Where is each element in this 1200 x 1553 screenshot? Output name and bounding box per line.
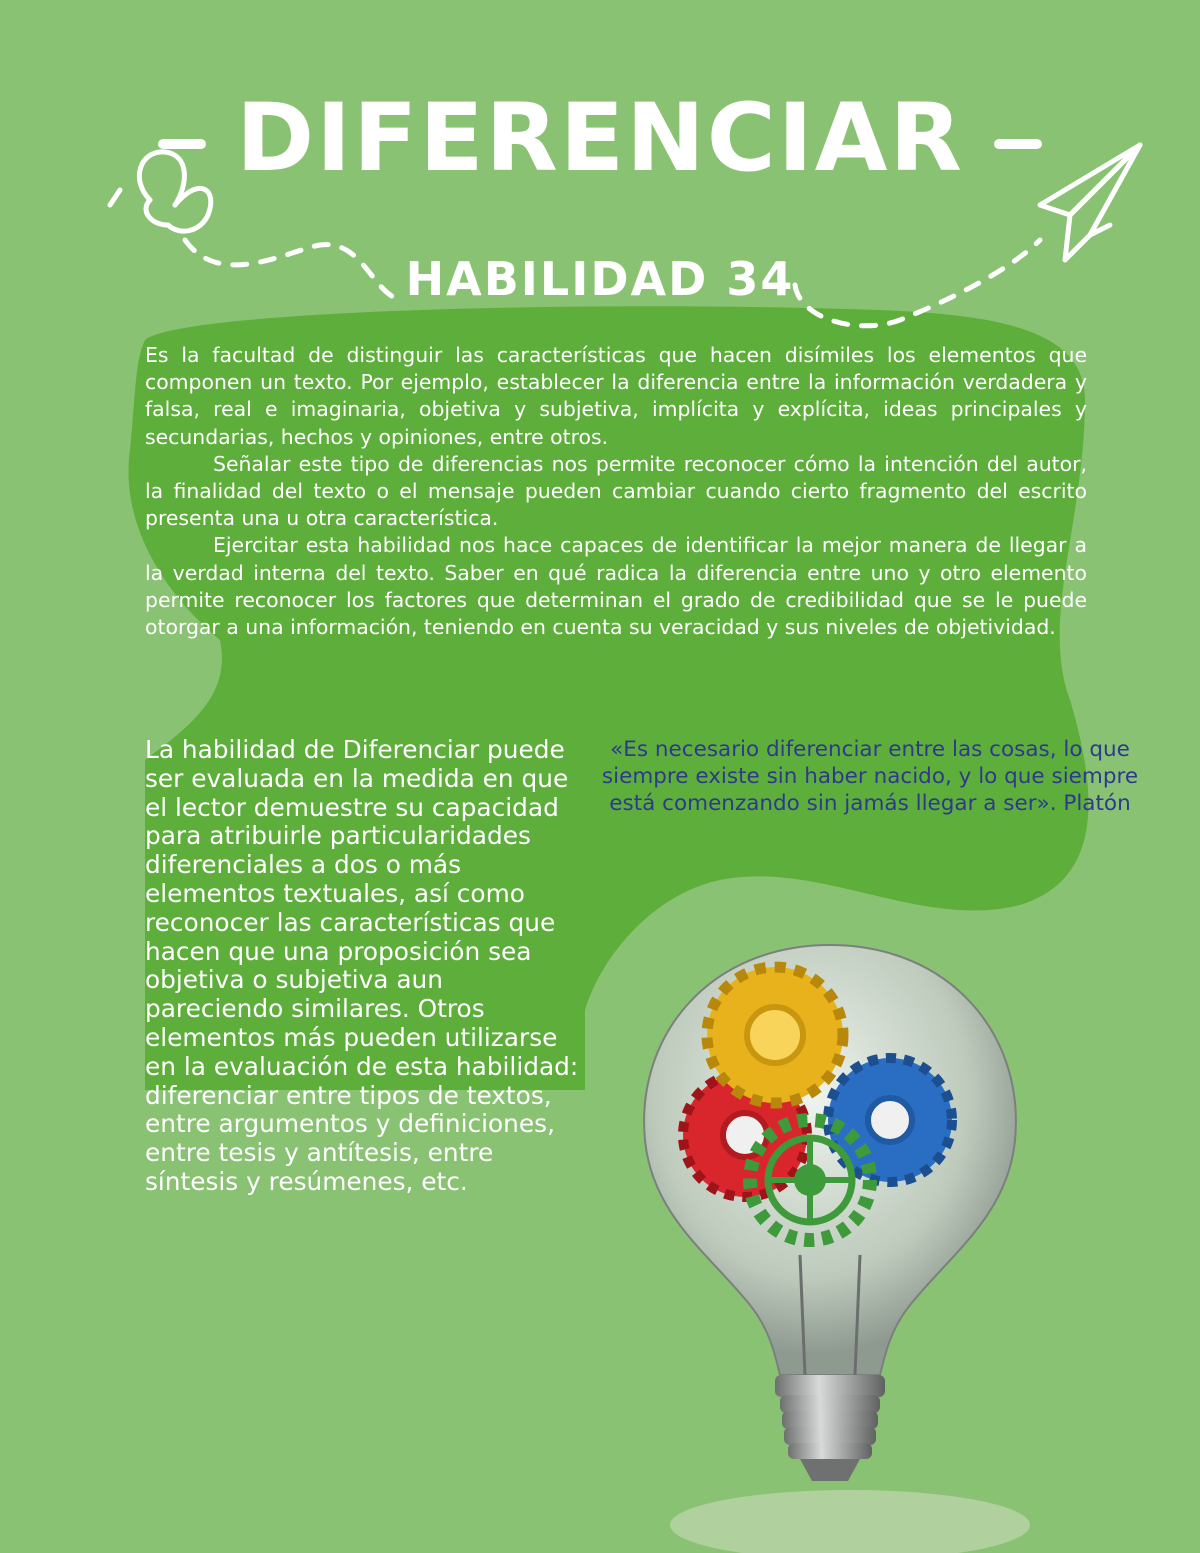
intro-paragraph: Señalar este tipo de diferencias nos permite reconocer cómo la intención del autor, la finalidad del texto o el mensaje pueden cambiar cuando cierto fragmento del escrito presenta una u otra característica. [145, 451, 1087, 531]
lightbulb-gears-icon [600, 925, 1060, 1505]
evaluation-paragraph: La habilidad de Diferenciar puede ser evaluada en la medida en que el lector demuestre su capacidad para atribuirle particularidades diferenciales a dos o más elementos textuales, así como reconocer las características que hacen que una proposición sea objetiva o subjetiva aun pareciendo similares. Otros elementos más pueden utilizarse en la evaluación de esta habilidad: diferenciar entre tipos de textos, entre argumentos y definiciones, entre tesis y antítesis, entre síntesis y resúmenes, etc. [145, 735, 579, 1196]
page-title [0, 84, 1200, 193]
plato-quote [585, 736, 1155, 818]
evaluation-text [145, 736, 585, 1197]
title-dash-left [158, 139, 206, 149]
title-dash-right [994, 139, 1042, 149]
bulb-base [775, 1375, 885, 1481]
yellow-gear [707, 967, 843, 1103]
intro-paragraph: Ejercitar esta habilidad nos hace capaces de identificar la mejor manera de llegar a la verdad interna del texto. Saber en qué radica la diferencia entre uno y otro elemento permite reconocer los factores que determinan el grado de credibilidad que se le puede otorgar a una información, teniendo en cuenta su veracidad y sus niveles de objetividad. [145, 533, 1087, 640]
page-title-text: DIFERENCIAR [236, 84, 964, 193]
intro-paragraph: Es la facultad de distinguir las características que hacen disímiles los elementos que componen un texto. Por ejemplo, establecer la diferencia entre la información verdadera y falsa, real e imaginaria, objetiva y subjetiva, implícita y explícita, ideas principales y secundarias, hechos y opiniones, entre otros. [145, 343, 1087, 449]
intro-text [145, 342, 1087, 641]
page-subtitle: HABILIDAD 34 [405, 252, 795, 306]
quote-text: «Es necesario diferenciar entre las cosas, lo que siempre existe sin haber nacido, y lo que siempre está comenzando sin jamás llegar a ser». Platón [601, 737, 1139, 817]
